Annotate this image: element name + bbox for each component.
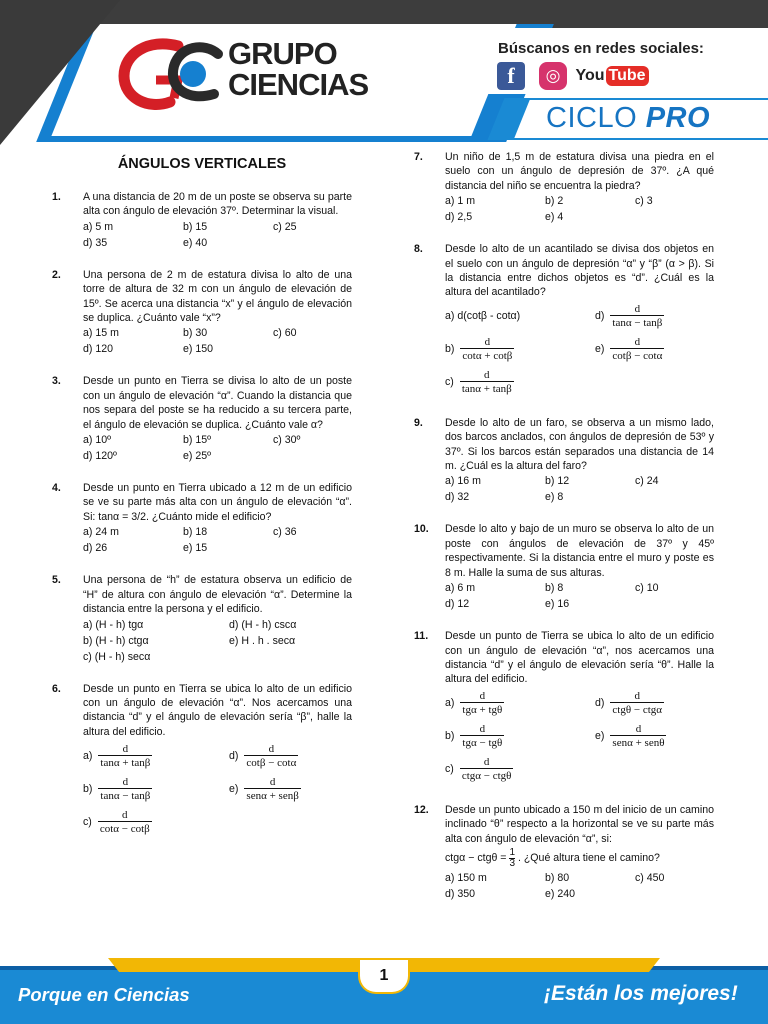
option: d) 32: [445, 491, 470, 504]
fraction-numerator: d: [484, 336, 491, 349]
question-7: [414, 150, 714, 225]
fraction-denominator: tanα + tanβ: [461, 383, 512, 396]
option: [595, 300, 745, 333]
question-text: Desde lo alto de un acantilado se divisa dos objetos en el suelo con un ángulo de depresión “α” y “β” (α > β). Si la distancia entre dichos objetos es “d”. ¿Cuál es la altura del acantilado?: [445, 243, 714, 299]
fraction: [244, 776, 300, 802]
option: a) 24 m: [83, 526, 119, 539]
fraction: [98, 743, 152, 769]
brand-line-1: GRUPO: [228, 36, 337, 71]
question-11: [414, 629, 714, 786]
fraction-denominator: cotβ − cotα: [612, 350, 663, 363]
question-3: [52, 374, 352, 464]
page-header: [0, 0, 768, 145]
option: c) 30º: [273, 434, 301, 447]
question-5: [52, 573, 352, 664]
fraction-numerator: d: [122, 742, 129, 755]
fraction-denominator: ctgα − ctgθ: [461, 770, 512, 783]
option: c) 450: [635, 871, 665, 884]
question-number: 6.: [52, 682, 61, 695]
option: [445, 753, 595, 786]
fraction-numerator: d: [634, 303, 641, 316]
question-text: Desde un punto en Tierra se ubica lo alto de un edificio con un ángulo de elevación “α”. Nos acercamos una distancia “d” y el ángulo de elevación sería “β”, halle la altura del edificio.: [83, 682, 352, 738]
option: a) 15 m: [83, 327, 119, 340]
footer-slogan-right: ¡Están los mejores!: [544, 982, 738, 1005]
page-title: ÁNGULOS VERTICALES: [117, 156, 287, 172]
option-letter: d): [229, 749, 239, 762]
equation-right: . ¿Qué altura tiene el camino?: [517, 851, 660, 864]
youtube-you: You: [575, 67, 605, 84]
page-number: 1: [358, 960, 410, 994]
option: a) 150 m: [445, 871, 487, 884]
brand-line-2: CIENCIAS: [228, 67, 369, 102]
answer-options: [445, 687, 714, 786]
fraction-denominator: tanα + tanβ: [100, 756, 151, 769]
option-letter: b): [445, 343, 455, 356]
option: c) 10: [635, 582, 659, 595]
option: d) 2,5: [445, 211, 473, 224]
option: [445, 720, 595, 753]
option: [445, 366, 595, 399]
option: b) 15º: [183, 434, 212, 447]
question-12: [414, 803, 714, 902]
option-letter: a): [83, 749, 93, 762]
option: d) 120: [83, 343, 114, 356]
fraction: [460, 723, 504, 749]
option: [83, 805, 229, 838]
fraction: [460, 690, 504, 716]
option: c) (H - h) secα: [83, 650, 151, 663]
option: d) 120º: [83, 450, 117, 463]
option: [229, 739, 379, 772]
fraction: [610, 690, 664, 716]
option: b) 18: [183, 526, 208, 539]
option: [595, 720, 745, 753]
answer-options: [83, 325, 352, 357]
option: b) 80: [545, 871, 570, 884]
option: [445, 333, 595, 366]
answer-options: [83, 219, 352, 251]
option-letter: d): [595, 697, 605, 710]
question-text: Desde lo alto y bajo de un muro se observa lo alto de un poste con ángulos de elevación de 37º y 45º respectivamente. Si la distancia entre el muro y poste es 8 m. Halle la suma de sus alturas.: [445, 523, 714, 579]
option: e) 240: [545, 887, 576, 900]
option-letter: b): [445, 730, 455, 743]
option-letter: e): [595, 343, 605, 356]
option: e) 40: [183, 236, 208, 249]
answer-options: [445, 193, 714, 225]
option: [83, 739, 229, 772]
option-letter: d): [595, 310, 605, 323]
question-number: 10.: [414, 523, 429, 536]
option-letter: a): [445, 697, 455, 710]
fraction-numerator: d: [483, 756, 490, 769]
fraction-denominator: senα + senβ: [246, 789, 299, 802]
answer-options: [83, 432, 352, 464]
option: c) 25: [273, 220, 297, 233]
option: b) 30: [183, 327, 208, 340]
fraction: [460, 756, 514, 782]
option: [595, 333, 745, 366]
instagram-icon[interactable]: ◎: [539, 62, 567, 90]
grupo-ciencias-logo-icon: [118, 36, 228, 114]
fraction: [98, 809, 152, 835]
question-text: Desde un punto en Tierra se divisa lo alto de un poste con un ángulo de elevación “α”. Cuando la distancia que nos separa del poste se ha reducido a su tercera parte, el ángulo de elevación se duplica. ¿Cuánto vale α?: [83, 375, 352, 431]
question-10: [414, 522, 714, 612]
option: a) 1 m: [445, 195, 476, 208]
option: a) 5 m: [83, 220, 114, 233]
pro-text: PRO: [645, 102, 711, 134]
question-number: 1.: [52, 191, 61, 203]
fraction-numerator: d: [479, 723, 486, 736]
left-column: [52, 150, 352, 855]
question-text: Desde un punto ubicado a 150 m del inicio de un camino inclinado “θ” respecto a la horizontal se ve su parte más alta con ángulo de elevación “α”, si:: [445, 803, 714, 845]
fraction-numerator: d: [122, 775, 129, 788]
option: e) 4: [545, 211, 564, 224]
option: d) (H - h) cscα: [229, 618, 297, 631]
fraction: [610, 303, 664, 329]
option-letter: c): [445, 376, 454, 389]
option: c) 36: [273, 526, 297, 539]
fraction: [244, 743, 298, 769]
question-text: Desde un punto en Tierra ubicado a 12 m de un edificio se ve su parte más alta con un ángulo de elevación “α”. Si: tanα = 3/2. ¿Cuánto mide el edificio?: [83, 482, 352, 523]
fraction-denominator: tanα − tanβ: [612, 317, 663, 330]
option: d) 35: [83, 236, 108, 249]
facebook-icon[interactable]: f: [497, 62, 525, 90]
question-6: [52, 682, 352, 839]
social-label: Búscanos en redes sociales:: [498, 40, 704, 57]
option-letter: b): [83, 782, 93, 795]
footer-slogan-left: Porque en Ciencias: [18, 984, 190, 1005]
question-number: 7.: [414, 151, 423, 163]
option: [595, 687, 745, 720]
option-letter: c): [445, 763, 454, 776]
option: c) 24: [635, 475, 659, 488]
fraction: [610, 336, 664, 362]
option-letter: e): [595, 730, 605, 743]
question-number: 8.: [414, 243, 423, 256]
option: b) (H - h) ctgα: [83, 634, 149, 647]
fraction-numerator: d: [634, 336, 641, 349]
question-text: Una persona de 2 m de estatura divisa lo alto de una torre de altura de 32 m con un ángulo de elevación de 15º. Se acerca una distancia “x” y el ángulo de elevación se duplica. ¿Cuánto vale “x”?: [83, 268, 352, 325]
condition-equation: [445, 846, 714, 870]
option: a) 16 m: [445, 475, 481, 488]
fraction: [460, 336, 514, 362]
fraction-numerator: d: [484, 369, 490, 382]
question-text: Desde un punto de Tierra se ubica lo alto de un edificio con un ángulo de elevación “α”, nos acercamos una distancia “d” y el ángulo de elevación sería “θ”. Halle la altura del edificio.: [445, 630, 714, 686]
material-extra-label: Material Extra: [168, 111, 273, 128]
answer-options: [445, 580, 714, 612]
ciclo-pro-label: [546, 102, 710, 135]
question-2: [52, 268, 352, 358]
question-number: 3.: [52, 375, 61, 388]
fraction-numerator: d: [122, 808, 128, 821]
option: c) 60: [273, 327, 297, 340]
fraction-denominator: cotα + cotβ: [462, 350, 513, 363]
option: b) 12: [545, 475, 570, 488]
question-9: [414, 416, 714, 506]
answer-options: [83, 617, 352, 665]
option-letter: e): [229, 782, 239, 795]
answer-options: [83, 739, 352, 838]
question-number: 11.: [414, 630, 429, 643]
fraction: [460, 369, 514, 395]
question-text: A una distancia de 20 m de un poste se observa su parte alta con ángulo de elevación 37º. Determinar la visual.: [83, 191, 352, 218]
equation-left: ctgα − ctgθ =: [445, 851, 507, 864]
option: e) 25º: [183, 450, 212, 463]
fraction-numerator: d: [634, 690, 640, 703]
answer-options: [445, 870, 714, 902]
question-text: Una persona de “h” de estatura observa un edificio de “H” de altura con ángulo de elevación “α”. Determine la distancia entre la persona y el edificio.: [83, 574, 352, 616]
question-text: Un niño de 1,5 m de estatura divisa una piedra en el suelo con un ángulo de depresión de 37º. ¿A qué distancia del niño se encuentra la piedra?: [445, 151, 714, 192]
fraction: [610, 723, 666, 749]
option: c) 3: [635, 195, 653, 208]
question-number: 9.: [414, 416, 423, 429]
option: d) 12: [445, 598, 470, 611]
option: d) 26: [83, 542, 108, 555]
fraction-denominator: tgα + tgθ: [462, 704, 503, 717]
option: b) 15: [183, 220, 208, 233]
fraction-denominator: senα + senθ: [612, 737, 665, 750]
answer-options: [83, 524, 352, 556]
fraction-numerator: d: [635, 723, 642, 736]
fraction-numerator: 1: [509, 846, 515, 858]
option: e) 16: [545, 598, 570, 611]
option: a) (H - h) tgα: [83, 618, 144, 631]
fraction-denominator: tgα − tgθ: [462, 737, 503, 750]
option: e) 8: [545, 491, 564, 504]
fraction: [509, 848, 515, 869]
question-4: [52, 481, 352, 556]
fraction-numerator: d: [268, 742, 275, 755]
page-footer: [0, 958, 768, 1024]
fraction-denominator: cotβ − cotα: [246, 756, 297, 769]
option: a) 6 m: [445, 582, 476, 595]
fraction: [98, 776, 152, 802]
option: d) 350: [445, 887, 476, 900]
youtube-icon[interactable]: [575, 62, 646, 90]
fraction-denominator: tanα − tanβ: [100, 789, 151, 802]
option: a) d(cotβ - cotα): [445, 310, 521, 323]
option: e) 150: [183, 343, 214, 356]
answer-options: [445, 300, 714, 399]
fraction-denominator: 3: [509, 857, 515, 869]
brand-name: [228, 38, 368, 100]
option: a) 10º: [83, 434, 112, 447]
question-number: 4.: [52, 482, 61, 495]
question-number: 12.: [414, 803, 429, 816]
fraction-denominator: cotα − cotβ: [99, 822, 150, 835]
option: [229, 772, 379, 805]
option: e) H . h . secα: [229, 634, 296, 647]
fraction-denominator: ctgθ − ctgα: [612, 704, 663, 717]
answer-options: [445, 473, 714, 505]
option: [83, 772, 229, 805]
question-text: Desde lo alto de un faro, se observa a un mismo lado, dos barcos anclados, con ángulos de depresión de 53º y 37º. Si los barcos están separados una distancia de 14 m. ¿Cuál es la altura del faro?: [445, 416, 714, 473]
option: b) 8: [545, 582, 564, 595]
fraction-numerator: d: [269, 775, 276, 788]
question-1: [52, 190, 352, 251]
option: e) 15: [183, 542, 208, 555]
option: [445, 687, 595, 720]
fraction-numerator: d: [479, 690, 486, 703]
youtube-tube: Tube: [606, 66, 649, 86]
question-8: [414, 242, 714, 399]
right-column: [414, 150, 714, 919]
option-letter: c): [83, 815, 92, 828]
question-number: 2.: [52, 268, 61, 281]
ciclo-text: CICLO: [546, 102, 638, 134]
question-number: 5.: [52, 574, 61, 587]
option: b) 2: [545, 195, 564, 208]
